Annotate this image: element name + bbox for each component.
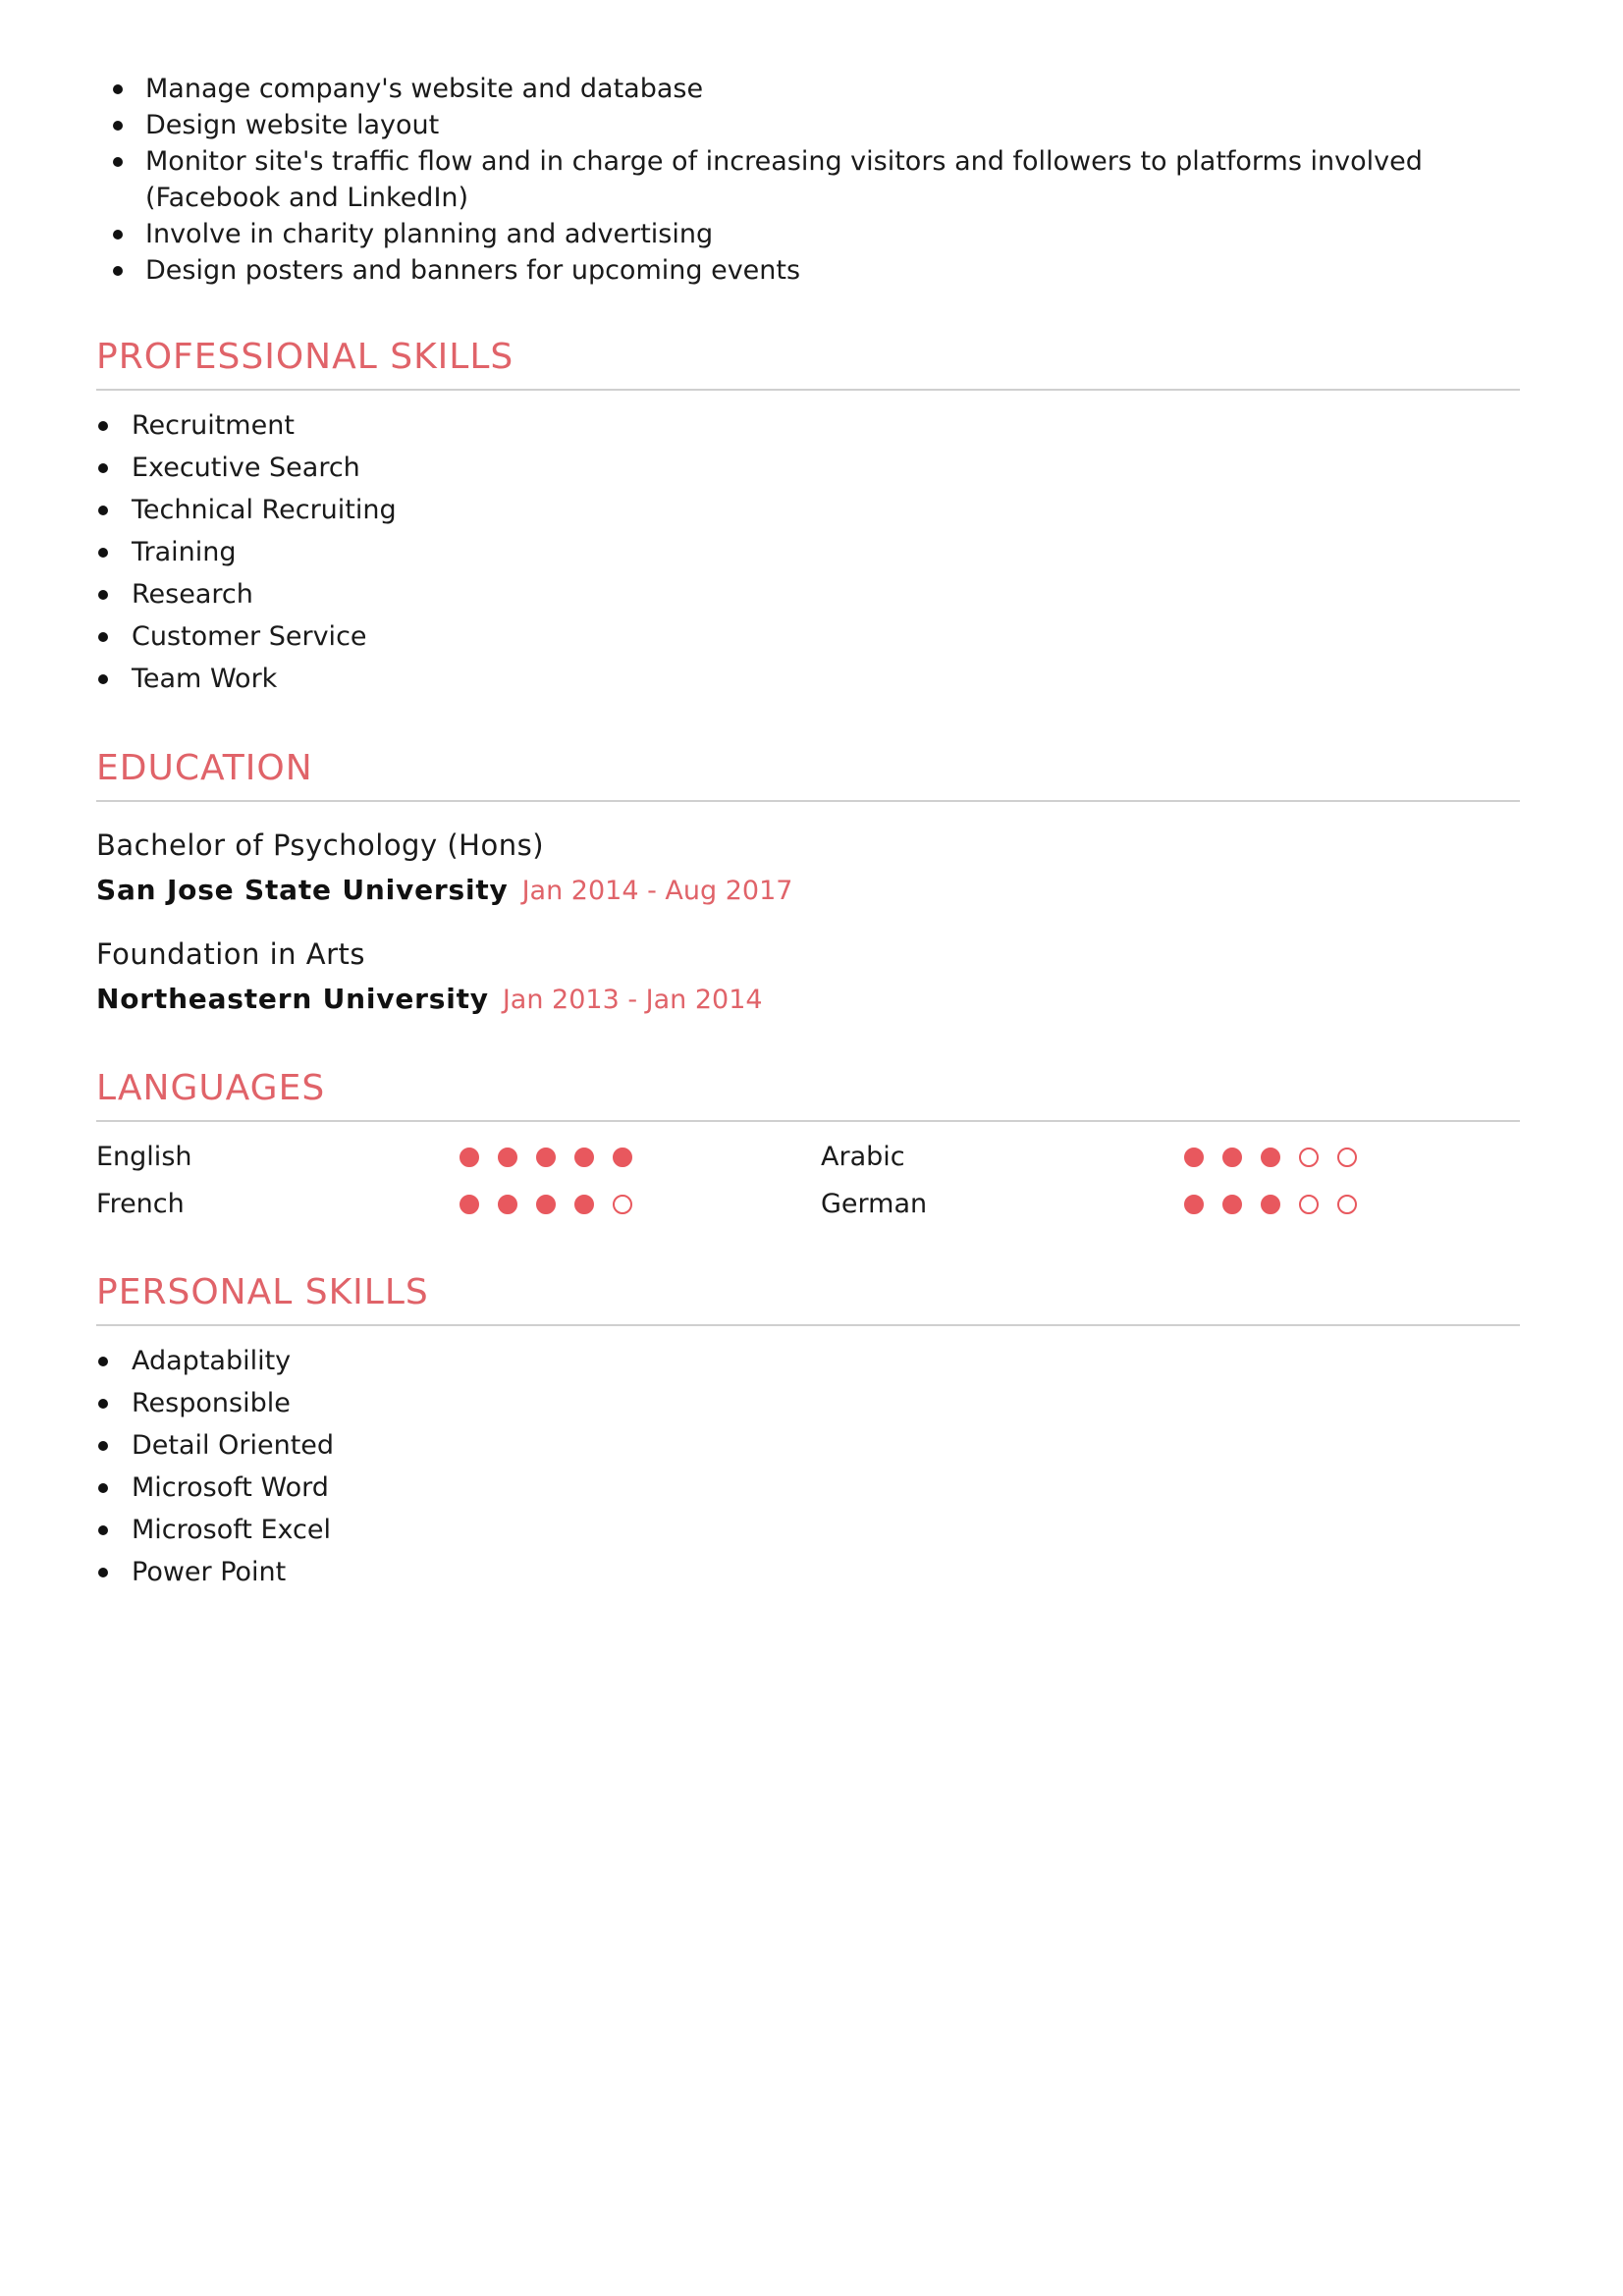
education-entry bbox=[96, 826, 1520, 911]
languages-section bbox=[96, 1067, 1520, 1224]
rating-dot-filled bbox=[536, 1148, 556, 1167]
language-name: German bbox=[821, 1189, 928, 1219]
rating-dot-filled bbox=[536, 1195, 556, 1214]
rating-dot-empty bbox=[1299, 1148, 1319, 1167]
skill-item: Executive Search bbox=[96, 447, 1520, 489]
skill-item: Microsoft Excel bbox=[96, 1509, 1520, 1551]
skill-item: Team Work bbox=[96, 658, 1520, 700]
rating-dot-filled bbox=[460, 1195, 479, 1214]
language-rating bbox=[1184, 1185, 1520, 1224]
education-degree: Bachelor of Psychology (Hons) bbox=[96, 828, 545, 862]
skill-item: Adaptability bbox=[96, 1340, 1520, 1382]
section-title: PROFESSIONAL SKILLS bbox=[96, 336, 1520, 391]
professional-skills-section bbox=[96, 336, 1520, 700]
experience-bullet: Manage company's website and database bbox=[96, 71, 1520, 107]
language-rating bbox=[460, 1138, 821, 1177]
skill-item: Detail Oriented bbox=[96, 1424, 1520, 1467]
rating-dot-empty bbox=[1299, 1195, 1319, 1214]
education-entry bbox=[96, 934, 1520, 1020]
experience-bullet: Monitor site's traffic flow and in charge of increasing visitors and followers to platforms involved (Facebook and LinkedIn) bbox=[96, 143, 1520, 216]
section-title: EDUCATION bbox=[96, 747, 1520, 802]
language-rating bbox=[460, 1185, 821, 1224]
education-school: Northeastern University bbox=[96, 983, 489, 1015]
rating-dot-filled bbox=[498, 1148, 517, 1167]
education-degree: Foundation in Arts bbox=[96, 937, 365, 971]
professional-skills-list bbox=[96, 404, 1520, 700]
rating-dot-filled bbox=[460, 1148, 479, 1167]
experience-bullet-list bbox=[96, 71, 1520, 289]
education-school-line bbox=[96, 980, 1520, 1020]
skill-item: Technical Recruiting bbox=[96, 489, 1520, 531]
experience-bullet: Involve in charity planning and advertising bbox=[96, 216, 1520, 252]
experience-bullet: Design website layout bbox=[96, 107, 1520, 143]
rating-dot-filled bbox=[574, 1195, 594, 1214]
rating-dot-filled bbox=[574, 1148, 594, 1167]
language-name: Arabic bbox=[821, 1142, 905, 1172]
rating-dot-filled bbox=[1222, 1195, 1242, 1214]
education-school-line bbox=[96, 871, 1520, 911]
education-dates: Jan 2013 - Jan 2014 bbox=[502, 985, 763, 1015]
language-name: French bbox=[96, 1189, 185, 1219]
personal-skills-section bbox=[96, 1271, 1520, 1593]
section-title: LANGUAGES bbox=[96, 1067, 1520, 1122]
rating-dot-filled bbox=[1261, 1195, 1280, 1214]
education-section bbox=[96, 747, 1520, 1020]
languages-grid bbox=[96, 1138, 1520, 1224]
skill-item: Customer Service bbox=[96, 615, 1520, 658]
experience-bullet: Design posters and banners for upcoming events bbox=[96, 252, 1520, 289]
section-title: PERSONAL SKILLS bbox=[96, 1271, 1520, 1326]
skill-item: Training bbox=[96, 531, 1520, 573]
rating-dot-empty bbox=[1337, 1148, 1357, 1167]
skill-item: Research bbox=[96, 573, 1520, 615]
rating-dot-filled bbox=[613, 1148, 632, 1167]
skill-item: Power Point bbox=[96, 1551, 1520, 1593]
education-school: San Jose State University bbox=[96, 874, 509, 906]
rating-dot-empty bbox=[1337, 1195, 1357, 1214]
education-dates: Jan 2014 - Aug 2017 bbox=[521, 876, 793, 906]
rating-dot-filled bbox=[498, 1195, 517, 1214]
skill-item: Responsible bbox=[96, 1382, 1520, 1424]
resume-content bbox=[96, 71, 1520, 1593]
language-rating bbox=[1184, 1138, 1520, 1177]
skill-item: Microsoft Word bbox=[96, 1467, 1520, 1509]
rating-dot-filled bbox=[1222, 1148, 1242, 1167]
rating-dot-filled bbox=[1184, 1148, 1204, 1167]
language-name: English bbox=[96, 1142, 192, 1172]
rating-dot-filled bbox=[1261, 1148, 1280, 1167]
rating-dot-empty bbox=[613, 1195, 632, 1214]
skill-item: Recruitment bbox=[96, 404, 1520, 447]
rating-dot-filled bbox=[1184, 1195, 1204, 1214]
personal-skills-list bbox=[96, 1340, 1520, 1593]
